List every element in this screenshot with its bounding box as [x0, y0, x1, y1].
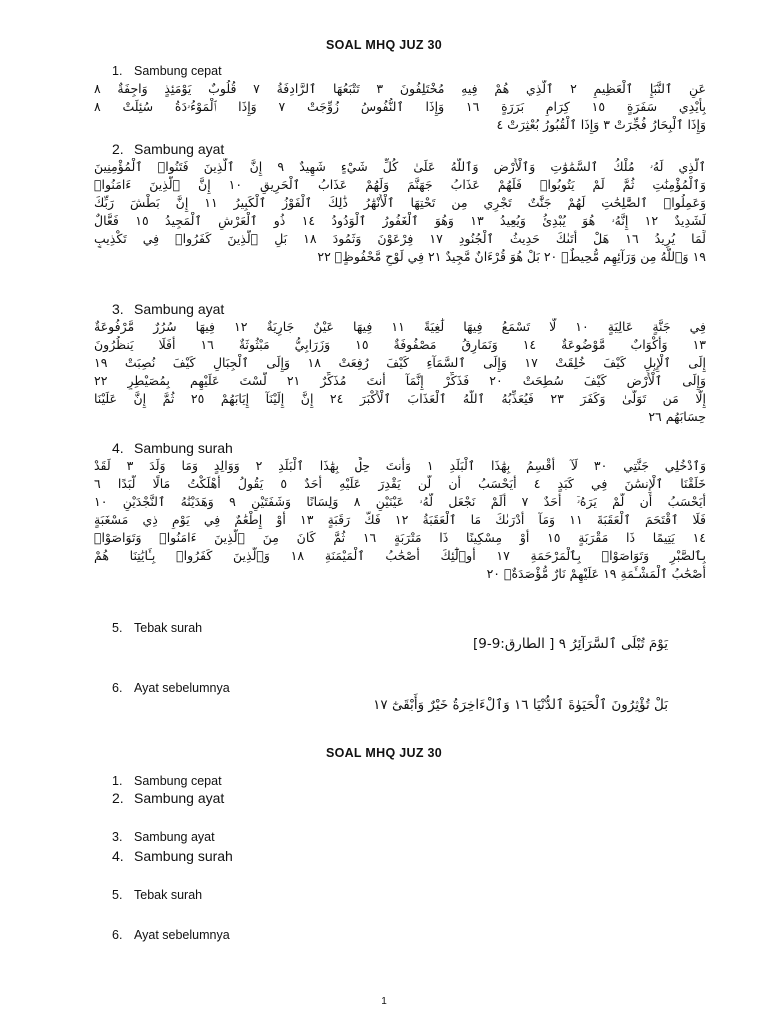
section-label: Sambung surah: [134, 440, 233, 456]
section-number: 3.: [112, 301, 124, 317]
section-label: Tebak surah: [134, 621, 203, 635]
section-label: Sambung ayat: [134, 141, 225, 157]
page-title-repeat: SOAL MHQ JUZ 30: [325, 746, 443, 760]
section-number: 6.: [112, 681, 123, 695]
section-1-heading: [112, 64, 222, 78]
section-6-heading: [112, 681, 230, 695]
section-label: Sambung ayat: [134, 301, 225, 317]
arabic-line: وَإِلَى ٱلْأَرْضِ كَيْفَ سُطِحَتْ ٢٠ فَذَكِّرْ إِنَّمَآ أَنتَ مُذَكِّرٌ ٢١ لَّسْتَ عَلَيْهِم بِمُصَيْطِرٍ ٢٢: [94, 373, 706, 388]
arabic-line: حِسَابَهُم ٢٦: [648, 409, 706, 424]
section-number: 4.: [112, 440, 124, 456]
section-label: Ayat sebelumnya: [134, 928, 230, 942]
section-number: 1.: [112, 64, 123, 78]
arabic-line: عَنِ ٱلنَّبَإِ ٱلْعَظِيمِ ٢ ٱلَّذِي هُمْ فِيهِ مُخْتَلِفُونَ ٣ تَتْبَعُهَا ٱلرَّادِفَةُ ٧ قُلُوبٌ يَوْمَئِذٍ وَاجِفَةٌ ٨: [94, 81, 706, 96]
arabic-line: إِلَى ٱلْإِبِلِ كَيْفَ خُلِقَتْ ١٧ وَإِلَى ٱلسَّمَآءِ كَيْفَ رُفِعَتْ ١٨ وَإِلَى ٱلْجِبَالِ كَيْفَ نُصِبَتْ ١٩: [94, 355, 706, 370]
section-1-arabic-text: [94, 80, 706, 134]
arabic-line: خَلَقْنَا ٱلْإِنسَٰنَ فِي كَبَدٍ ٤ أَيَحْسَبُ أَن لَّن يَقْدِرَ عَلَيْهِ أَحَدٌ ٥ يَقُولُ أَهْلَكْتُ مَالًا لُّبَدًا ٦: [94, 476, 706, 491]
section-number: 3.: [112, 830, 123, 844]
arabic-line: لِّمَا يُرِيدُ ١٦ هَلْ أَتَىٰكَ حَدِيثُ ٱلْجُنُودِ ١٧ فِرْعَوْنَ وَثَمُودَ ١٨ بَلِ ٱلَّذِينَ كَفَرُوا۟ فِي تَكْذِيبٍ: [94, 231, 706, 246]
part2-section-1: [112, 774, 222, 788]
section-5-arabic-text: يَوْمَ تُبْلَى ٱلسَّرَآئِرُ ٩ [ الطارق:9-9]: [472, 636, 668, 652]
arabic-line: وَٱلْمُؤْمِنَٰتِ ثُمَّ لَمْ يَتُوبُوا۟ فَلَهُمْ عَذَابُ جَهَنَّمَ وَلَهُمْ عَذَابُ ٱلْحَرِيقِ ١٠ إِنَّ ٱلَّذِينَ ءَامَنُوا۟: [94, 177, 706, 192]
part2-section-4: [112, 848, 233, 864]
arabic-line: وَإِذَا ٱلْبِحَارُ فُجِّرَتْ ٣ وَإِذَا ٱلْقُبُورُ بُعْثِرَتْ ٤: [496, 117, 706, 132]
arabic-line: فِي جَنَّةٍ عَالِيَةٍ ١٠ لَّا تَسْمَعُ فِيهَا لَٰغِيَةً ١١ فِيهَا عَيْنٌ جَارِيَةٌ ١٢ فِيهَا سُرُرٌ مَّرْفُوعَةٌ: [94, 319, 706, 334]
section-label: Sambung cepat: [134, 774, 222, 788]
section-4-arabic-text: [94, 457, 706, 583]
arabic-line: ١٤ يَتِيمًا ذَا مَقْرَبَةٍ ١٥ أَوْ مِسْكِينًا ذَا مَتْرَبَةٍ ١٦ ثُمَّ كَانَ مِنَ ٱلَّذِينَ ءَامَنُوا۟ وَتَوَاصَوْا۟: [94, 530, 706, 545]
section-number: 2.: [112, 790, 124, 806]
section-4-heading: [112, 440, 233, 456]
arabic-line: لَشَدِيدٌ ١٢ إِنَّهُۥ هُوَ يُبْدِئُ وَيُعِيدُ ١٣ وَهُوَ ٱلْغَفُورُ ٱلْوَدُودُ ١٤ ذُو ٱلْعَرْشِ ٱلْمَجِيدُ ١٥ فَعَّالٌ: [94, 213, 706, 228]
arabic-line: أَيَحْسَبُ أَن لَّمْ يَرَهُۥٓ أَحَدٌ ٧ أَلَمْ نَجْعَل لَّهُۥ عَيْنَيْنِ ٨ وَلِسَانًا وَشَفَتَيْنِ ٩ وَهَدَيْنَٰهُ ٱلنَّجْدَيْنِ ١٠: [94, 494, 706, 509]
section-number: 5.: [112, 888, 123, 902]
section-number: 2.: [112, 141, 124, 157]
arabic-line: وَعَمِلُوا۟ ٱلصَّٰلِحَٰتِ لَهُمْ جَنَّٰتٌ تَجْرِي مِن تَحْتِهَا ٱلْأَنْهَٰرُ ذَٰلِكَ ٱلْفَوْزُ ٱلْكَبِيرُ ١١ إِنَّ بَطْشَ رَبِّكَ: [94, 195, 706, 210]
section-label: Sambung cepat: [134, 64, 222, 78]
arabic-line: ١٣ وَأَكْوَابٌ مَّوْضُوعَةٌ ١٤ وَنَمَارِقُ مَصْفُوفَةٌ ١٥ وَزَرَابِيُّ مَبْثُوثَةٌ ١٦ أَفَلَا يَنظُرُونَ: [94, 337, 706, 352]
arabic-line: ٱلَّذِي لَهُۥ مُلْكُ ٱلسَّمَٰوَٰتِ وَٱلْأَرْضِ وَٱللَّهُ عَلَىٰ كُلِّ شَيْءٍ شَهِيدٌ ٩ إِنَّ ٱلَّذِينَ فَتَنُوا۟ ٱلْمُؤْمِنِينَ: [94, 159, 706, 174]
section-number: 6.: [112, 928, 123, 942]
section-label: Sambung ayat: [134, 830, 215, 844]
section-2-heading: [112, 141, 224, 157]
section-number: 1.: [112, 774, 123, 788]
section-5-heading: [112, 621, 202, 635]
section-number: 4.: [112, 848, 124, 864]
section-6-arabic-text: بَلْ تُؤْثِرُونَ ٱلْحَيَوٰةَ ٱلدُّنْيَا ١٦ وَٱلْءَاخِرَةُ خَيْرٌ وَأَبْقَىٰٓ ١٧: [373, 697, 668, 713]
section-3-arabic-text: [94, 318, 706, 426]
section-number: 5.: [112, 621, 123, 635]
page-title: SOAL MHQ JUZ 30: [325, 38, 443, 52]
arabic-line: بِٱلصَّبْرِ وَتَوَاصَوْا۟ بِٱلْمَرْحَمَةِ ١٧ أُو۟لَٰٓئِكَ أَصْحَٰبُ ٱلْمَيْمَنَةِ ١٨ وَٱلَّذِينَ كَفَرُوا۟ بِـَٔايَٰتِنَا هُمْ: [94, 548, 706, 563]
arabic-line: وَٱدْخُلِي جَنَّتِي ٣٠ لَآ أُقْسِمُ بِهَٰذَا ٱلْبَلَدِ ١ وَأَنتَ حِلٌّۢ بِهَٰذَا ٱلْبَلَدِ ٢ وَوَالِدٍ وَمَا وَلَدَ ٣ لَقَدْ: [94, 458, 706, 473]
part2-section-6: [112, 928, 230, 942]
section-label: Ayat sebelumnya: [134, 681, 230, 695]
arabic-line: إِلَّا مَن تَوَلَّىٰ وَكَفَرَ ٢٣ فَيُعَذِّبُهُ ٱللَّهُ ٱلْعَذَابَ ٱلْأَكْبَرَ ٢٤ إِنَّ إِلَيْنَآ إِيَابَهُمْ ٢٥ ثُمَّ إِنَّ عَلَيْنَا: [94, 391, 706, 406]
arabic-line: أَصْحَٰبُ ٱلْمَشْـَٔمَةِ ١٩ عَلَيْهِمْ نَارٌ مُّؤْصَدَةٌۢ ٢٠: [486, 566, 706, 581]
section-label: Sambung surah: [134, 848, 233, 864]
part2-section-3: [112, 830, 215, 844]
arabic-line: فَلَا ٱقْتَحَمَ ٱلْعَقَبَةَ ١١ وَمَآ أَدْرَىٰكَ مَا ٱلْعَقَبَةُ ١٢ فَكُّ رَقَبَةٍ ١٣ أَوْ إِطْعَٰمٌ فِي يَوْمٍ ذِي مَسْغَبَةٍ: [94, 512, 706, 527]
arabic-line: ١٩ وَٱللَّهُ مِن وَرَآئِهِم مُّحِيطٌۢ ٢٠ بَلْ هُوَ قُرْءَانٌ مَّجِيدٌ ٢١ فِي لَوْحٍ مَّحْفُوظٍۭ ٢٢: [317, 249, 706, 264]
section-label: Tebak surah: [134, 888, 203, 902]
section-2-arabic-text: [94, 158, 706, 266]
section-label: Sambung ayat: [134, 790, 225, 806]
part2-section-5: [112, 888, 202, 902]
page-number: 1: [381, 996, 387, 1007]
section-3-heading: [112, 301, 224, 317]
arabic-line: بِأَيْدِي سَفَرَةٍ ١٥ كِرَامٍ بَرَرَةٍ ١٦ وَإِذَا ٱلنُّفُوسُ زُوِّجَتْ ٧ وَإِذَا ٱلْمَوْءُۥدَةُ سُئِلَتْ ٨: [94, 99, 706, 114]
part2-section-2: [112, 790, 224, 806]
